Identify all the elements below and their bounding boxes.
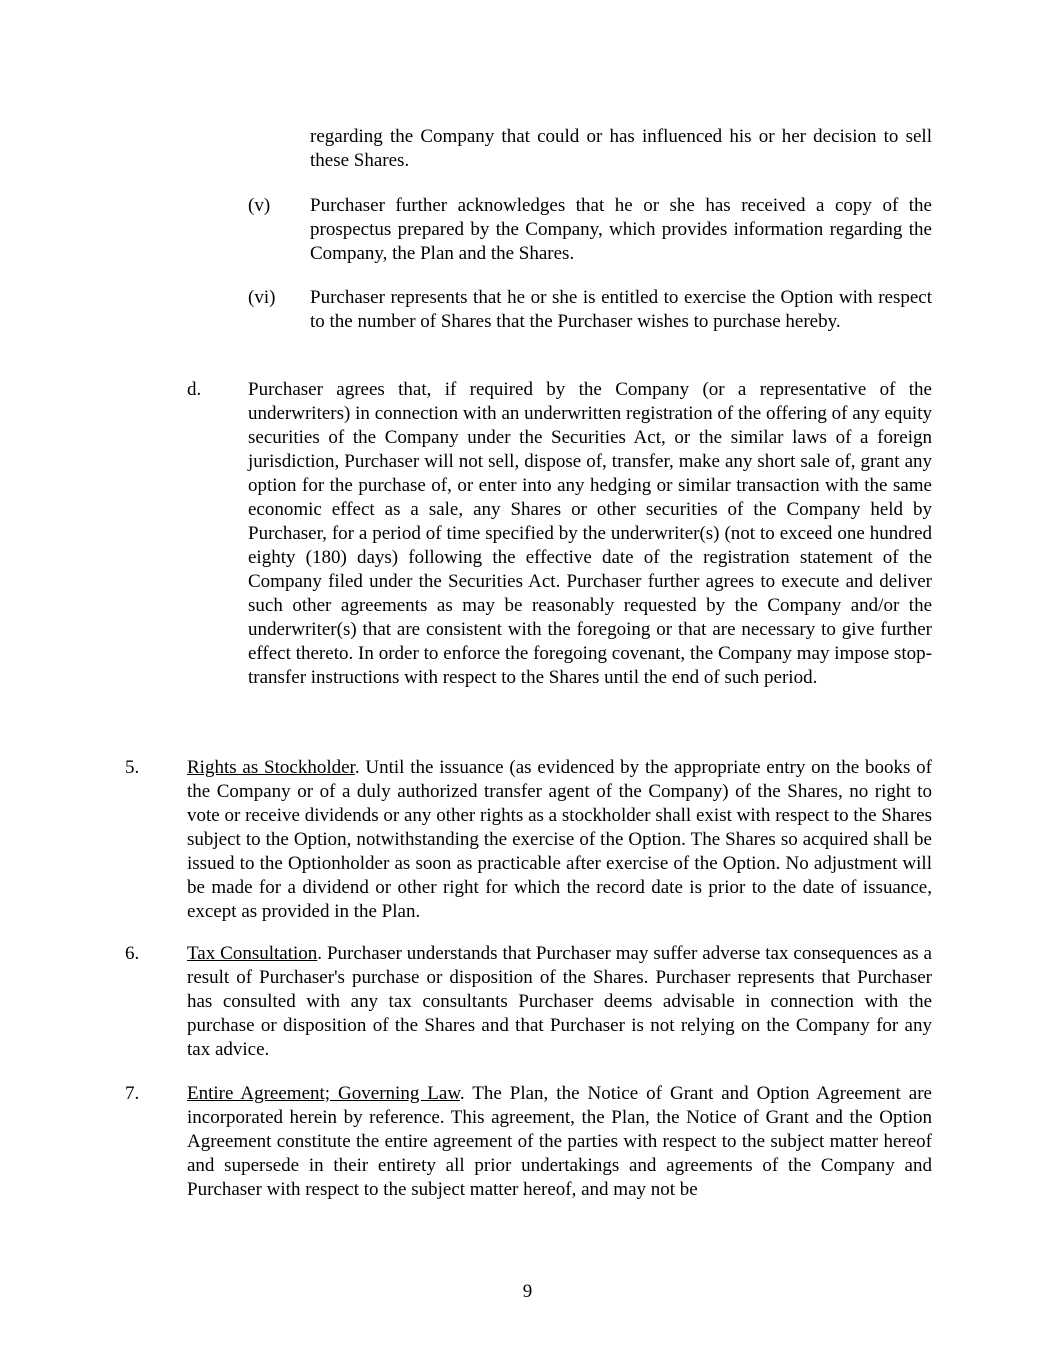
- section-7-paragraph: [187, 1082, 932, 1202]
- section-6-number: 6.: [125, 943, 140, 964]
- continuation-paragraph: regarding the Company that could or has influenced his or her decision to sell these Shares.: [310, 126, 932, 171]
- section-6-heading: Tax Consultation: [187, 943, 318, 964]
- section-5-heading: Rights as Stockholder: [187, 757, 355, 778]
- section-5-paragraph: [187, 756, 932, 924]
- item-v-text: Purchaser further acknowledges that he or she has received a copy of the prospectus prepared by the Company, which provides information regarding the Company, the Plan and the Shares.: [310, 195, 932, 264]
- item-vi-text: Purchaser represents that he or she is entitled to exercise the Option with respect to the number of Shares that the Purchaser wishes to purchase hereby.: [310, 287, 932, 332]
- item-d-marker: d.: [187, 379, 202, 400]
- item-vi-marker: (vi): [248, 287, 276, 308]
- section-5-text: . Until the issuance (as evidenced by the appropriate entry on the books of the Company or of a duly authorized transfer agent of the Company) of the Shares, no right to vote or receive dividends or any other rights as a stockholder shall exist with respect to the Shares subject to the Option, notwithstanding the exercise of the Option. The Shares so acquired shall be issued to the Optionholder as soon as practicable after exercise of the Option. No adjustment will be made for a dividend or other right for which the record date is prior to the date of issuance, except as provided in the Plan.: [187, 757, 932, 922]
- section-7-number: 7.: [125, 1083, 140, 1104]
- section-6-text: . Purchaser understands that Purchaser may suffer adverse tax consequences as a result of Purchaser's purchase or disposition of the Shares. Purchaser represents that Purchaser has consulted with any tax consultants Purchaser deems advisable in connection with the purchase or disposition of the Shares and that Purchaser is not relying on the Company for any tax advice.: [187, 943, 932, 1060]
- section-6-paragraph: [187, 942, 932, 1062]
- section-7-heading: Entire Agreement; Governing Law: [187, 1083, 460, 1104]
- section-5-number: 5.: [125, 757, 140, 778]
- section-7-text: . The Plan, the Notice of Grant and Option Agreement are incorporated herein by reference. This agreement, the Plan, the Notice of Grant and the Option Agreement constitute the entire agreement of the parties with respect to the subject matter hereof and supersede in their entirety all prior undertakings and agreements of the Company and Purchaser with respect to the subject matter hereof, and may not be: [187, 1083, 932, 1200]
- item-d-text: Purchaser agrees that, if required by the Company (or a representative of the underwriters) in connection with an underwritten registration of the offering of any equity securities of the Company under the Securities Act, or the similar laws of a foreign jurisdiction, Purchaser will not sell, dispose of, transfer, make any short sale of, grant any option for the purchase of, or enter into any hedging or similar transaction with the same economic effect as a sale, any Shares or other securities of the Company held by Purchaser, for a period of time specified by the underwriter(s) (not to exceed one hundred eighty (180) days) following the effective date of the registration statement of the Company filed under the Securities Act. Purchaser further agrees to execute and deliver such other agreements as may be reasonably requested by the Company and/or the underwriter(s) that are consistent with the foregoing or that are necessary to give further effect thereto. In order to enforce the foregoing covenant, the Company may impose stop-transfer instructions with respect to the Shares until the end of such period.: [248, 379, 932, 688]
- item-v-marker: (v): [248, 195, 271, 216]
- page-number: 9: [522, 1281, 533, 1302]
